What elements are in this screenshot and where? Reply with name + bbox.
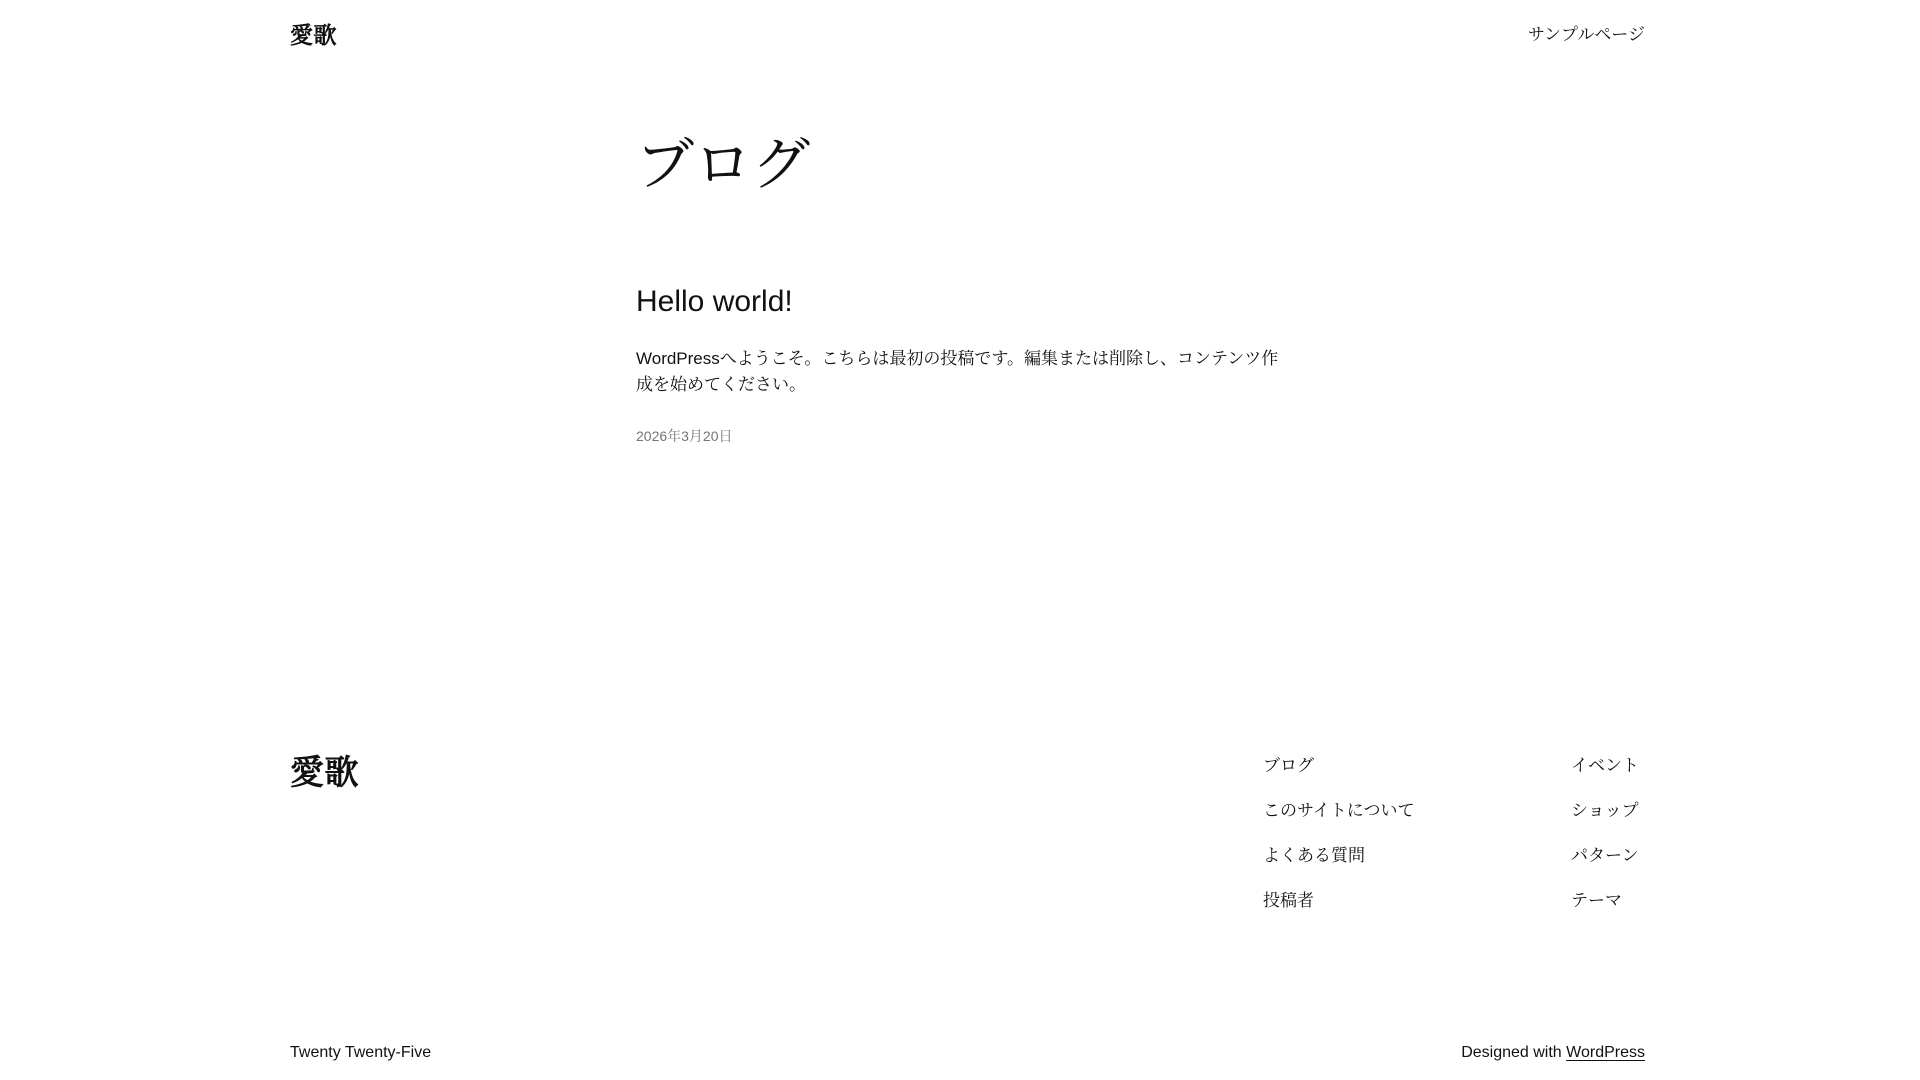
header-nav [1528, 22, 1645, 48]
post-title-link[interactable]: Hello world! [636, 284, 793, 318]
footer-link-shop[interactable]: ショップ [1571, 800, 1639, 820]
footer-nav [1263, 753, 1645, 911]
site-title-link[interactable]: 愛歌 [290, 22, 337, 48]
post-item [636, 284, 1284, 448]
footer-nav-column-2 [1571, 756, 1645, 911]
footer-link-themes[interactable]: テーマ [1571, 890, 1622, 910]
footer-link-events[interactable]: イベント [1571, 755, 1639, 775]
wordpress-link[interactable]: WordPress [1566, 1043, 1645, 1061]
footer-site-title-link[interactable]: 愛歌 [290, 753, 359, 792]
nav-item-sample-page[interactable]: サンプルページ [1527, 25, 1645, 44]
post-date: 2026年3月20日 [636, 428, 733, 445]
site-footer [0, 753, 1920, 1063]
footer-link-faq[interactable]: よくある質問 [1263, 845, 1365, 865]
footer-link-patterns[interactable]: パターン [1571, 845, 1639, 865]
footer-link-authors[interactable]: 投稿者 [1263, 890, 1314, 910]
theme-name: Twenty Twenty-Five [290, 1043, 432, 1061]
footer-link-blog[interactable]: ブログ [1263, 755, 1314, 775]
post-excerpt: WordPressへようこそ。こちらは最初の投稿です。編集または削除し、コンテンツ作成を始めてください。 [636, 348, 1279, 394]
footer-bottom-bar [290, 1043, 1645, 1063]
footer-main [290, 753, 1645, 911]
site-header [0, 0, 1920, 70]
page-title: ブログ [636, 132, 811, 197]
designed-with-text: Designed with [1461, 1043, 1567, 1061]
main-content [636, 130, 1284, 448]
footer-nav-column-1 [1263, 756, 1571, 911]
designed-with [1461, 1043, 1645, 1063]
footer-link-about[interactable]: このサイトについて [1263, 800, 1415, 820]
